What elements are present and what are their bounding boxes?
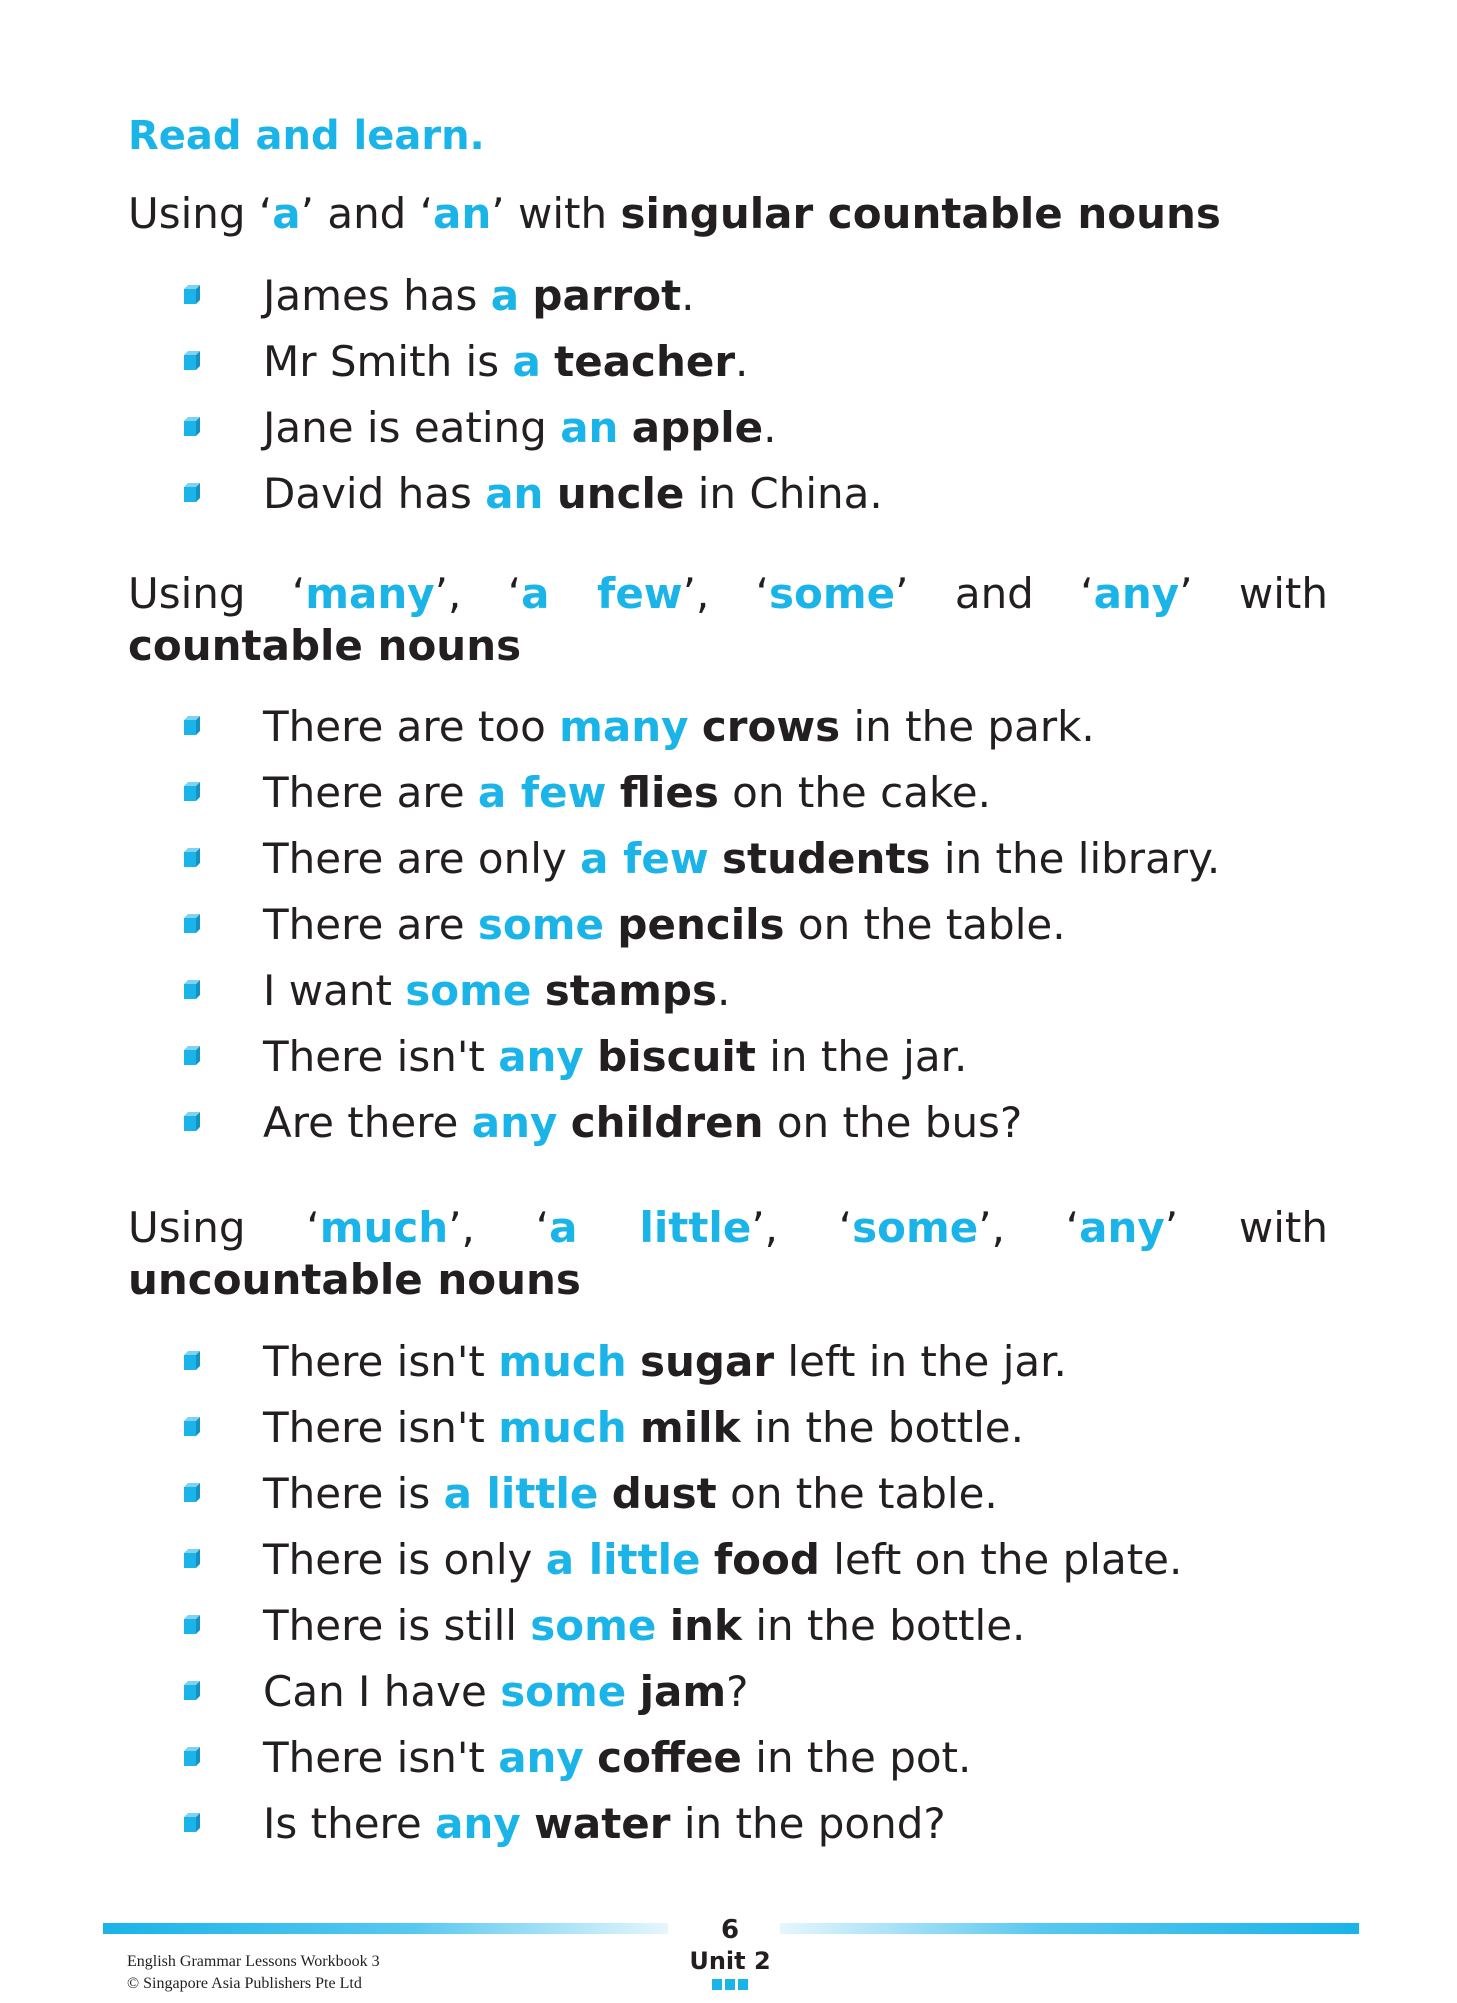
- quantifier-text: a: [512, 336, 541, 386]
- quantifier-text: some: [852, 1203, 979, 1252]
- sentence-text: I want: [263, 965, 406, 1015]
- sentence-text: Can I have: [263, 1666, 501, 1716]
- sentence-text: Mr Smith is: [263, 336, 513, 386]
- example-text: [263, 469, 883, 518]
- quantifier-text: a: [272, 189, 301, 238]
- noun-text: uncountable nouns: [128, 1255, 581, 1304]
- quantifier-text: any: [498, 1031, 584, 1081]
- example-text: [263, 403, 777, 452]
- quantifier-text: much: [319, 1203, 449, 1252]
- sentence-text: .: [681, 270, 695, 320]
- quantifier-text: an: [560, 402, 619, 452]
- quantifier-text: a little: [549, 1203, 752, 1252]
- quantifier-text: an: [433, 189, 492, 238]
- cube-bullet-icon: [180, 781, 202, 803]
- sentence-text: [618, 403, 631, 452]
- sentence-text: [656, 1601, 669, 1650]
- noun-text: ink: [669, 1600, 742, 1650]
- sentence-text: [701, 1535, 714, 1584]
- sentence-text: [598, 1469, 611, 1518]
- noun-text: countable nouns: [128, 621, 522, 670]
- sentence-text: [627, 1403, 640, 1452]
- noun-text: students: [722, 833, 931, 883]
- sentence-text: [689, 702, 702, 751]
- sentence-text: ’ with: [491, 189, 621, 238]
- example-text: [263, 1098, 1022, 1147]
- cube-bullet-icon: [180, 913, 202, 935]
- noun-text: water: [534, 1798, 671, 1848]
- example-text: [263, 1337, 1067, 1386]
- quantifier-text: a: [490, 270, 520, 320]
- noun-text: stamps: [544, 965, 717, 1015]
- sentence-text: [709, 834, 722, 883]
- quantifier-text: some: [477, 899, 605, 949]
- sentence-text: on the bus?: [763, 1097, 1023, 1147]
- example-text: [263, 900, 1066, 949]
- sentence-text: There are too: [263, 701, 560, 751]
- example-text: [263, 966, 730, 1015]
- sentence-text: in the pot.: [741, 1732, 972, 1782]
- example-text: [263, 1032, 967, 1081]
- sentence-text: [626, 1667, 639, 1716]
- noun-text: singular countable nouns: [620, 189, 1221, 238]
- sentence-text: in the bottle.: [741, 1600, 1026, 1650]
- sentence-text: in the jar.: [755, 1031, 968, 1081]
- quantifier-text: much: [498, 1336, 627, 1386]
- example-text: [263, 1601, 1025, 1650]
- quantifier-text: a few: [580, 833, 709, 883]
- page-title: Read and learn.: [128, 113, 485, 159]
- sentence-text: There is still: [263, 1600, 531, 1650]
- cube-bullet-icon: [180, 1111, 202, 1133]
- sentence-text: [543, 469, 556, 518]
- noun-text: flies: [619, 767, 719, 817]
- noun-text: teacher: [554, 336, 736, 386]
- sentence-text: [541, 337, 554, 386]
- cube-bullet-icon: [180, 1045, 202, 1067]
- sentence-text: ’ with: [1179, 569, 1328, 618]
- sentence-text: There isn't: [263, 1336, 499, 1386]
- sentence-text: [531, 966, 544, 1015]
- cube-bullet-icon: [180, 1548, 202, 1570]
- example-text: [263, 834, 1220, 883]
- section-heading-articles: [128, 188, 1328, 240]
- sentence-text: Are there: [263, 1097, 472, 1147]
- sentence-text: There are: [263, 767, 478, 817]
- noun-text: children: [570, 1097, 764, 1147]
- sentence-text: Is there: [263, 1798, 436, 1848]
- sentence-text: Using ‘: [128, 569, 306, 618]
- cube-bullet-icon: [180, 350, 202, 372]
- noun-text: dust: [611, 1468, 717, 1518]
- example-text: [263, 337, 748, 386]
- cube-bullet-icon: [180, 715, 202, 737]
- sentence-text: Using ‘: [128, 189, 273, 238]
- sentence-text: ’ and ‘: [895, 569, 1094, 618]
- example-text: [263, 1667, 748, 1716]
- unit-marker-icon: [712, 1979, 748, 1990]
- quantifier-text: any: [498, 1732, 584, 1782]
- sentence-text: in the bottle.: [740, 1402, 1024, 1452]
- noun-text: jam: [639, 1666, 727, 1716]
- example-text: [263, 702, 1095, 751]
- noun-text: biscuit: [597, 1031, 756, 1081]
- quantifier-text: some: [769, 569, 896, 618]
- footer-rule-right: [780, 1923, 1359, 1934]
- sentence-text: on the cake.: [718, 767, 991, 817]
- example-text: [263, 1535, 1182, 1584]
- example-text: [263, 1799, 946, 1848]
- sentence-text: Using ‘: [128, 1203, 320, 1252]
- example-text: [263, 1733, 971, 1782]
- footer-rule-left: [103, 1923, 668, 1934]
- sentence-text: [606, 768, 619, 817]
- section-heading-uncountable: [128, 1202, 1328, 1306]
- cube-bullet-icon: [180, 1614, 202, 1636]
- sentence-text: ’ and ‘: [300, 189, 434, 238]
- quantifier-text: many: [559, 701, 689, 751]
- example-text: [263, 768, 991, 817]
- quantifier-text: some: [405, 965, 532, 1015]
- quantifier-text: many: [305, 569, 435, 618]
- sentence-text: on the table.: [784, 899, 1066, 949]
- noun-text: crows: [701, 701, 841, 751]
- sentence-text: [521, 1799, 534, 1848]
- sentence-text: .: [763, 402, 777, 452]
- sentence-text: There are only: [263, 833, 581, 883]
- sentence-text: [627, 1337, 640, 1386]
- cube-bullet-icon: [180, 482, 202, 504]
- sentence-text: in the park.: [840, 701, 1095, 751]
- sentence-text: .: [716, 965, 731, 1015]
- sentence-text: in the pond?: [670, 1798, 946, 1848]
- sentence-text: [557, 1098, 570, 1147]
- sentence-text: in the library.: [930, 833, 1221, 883]
- noun-text: food: [713, 1534, 820, 1584]
- cube-bullet-icon: [180, 416, 202, 438]
- sentence-text: ’ with: [1164, 1203, 1329, 1252]
- footer-credits: [127, 1951, 380, 1995]
- sentence-text: [519, 271, 532, 320]
- quantifier-text: some: [530, 1600, 657, 1650]
- sentence-text: ’, ‘: [682, 569, 770, 618]
- quantifier-text: any: [471, 1097, 558, 1147]
- example-text: [263, 1469, 998, 1518]
- quantifier-text: much: [498, 1402, 627, 1452]
- sentence-text: David has: [263, 468, 486, 518]
- sentence-text: James has: [263, 270, 491, 320]
- quantifier-text: any: [1093, 569, 1180, 618]
- sentence-text: left in the jar.: [774, 1336, 1067, 1386]
- sentence-text: There isn't: [263, 1732, 499, 1782]
- sentence-text: There are: [263, 899, 478, 949]
- noun-text: apple: [631, 402, 764, 452]
- sentence-text: There isn't: [263, 1402, 499, 1452]
- quantifier-text: an: [485, 468, 544, 518]
- section-heading-countable: [128, 568, 1328, 672]
- noun-text: uncle: [556, 468, 685, 518]
- sentence-text: There is only: [263, 1534, 546, 1584]
- cube-bullet-icon: [180, 1416, 202, 1438]
- sentence-text: [604, 900, 617, 949]
- cube-bullet-icon: [180, 847, 202, 869]
- sentence-text: ’, ‘: [978, 1203, 1080, 1252]
- quantifier-text: any: [435, 1798, 521, 1848]
- noun-text: parrot: [532, 270, 682, 320]
- sentence-text: [584, 1733, 597, 1782]
- sentence-text: There isn't: [263, 1031, 499, 1081]
- sentence-text: Jane is eating: [263, 402, 561, 452]
- quantifier-text: a little: [443, 1468, 599, 1518]
- quantifier-text: a few: [521, 569, 683, 618]
- cube-bullet-icon: [180, 1482, 202, 1504]
- cube-bullet-icon: [180, 1680, 202, 1702]
- cube-bullet-icon: [180, 979, 202, 1001]
- noun-text: sugar: [640, 1336, 775, 1386]
- page-number: 6: [720, 1915, 740, 1945]
- book-title: English Grammar Lessons Workbook 3: [127, 1953, 380, 1970]
- sentence-text: .: [735, 336, 749, 386]
- noun-text: milk: [640, 1402, 741, 1452]
- copyright-notice: © Singapore Asia Publishers Pte Ltd: [127, 1975, 362, 1992]
- sentence-text: [584, 1032, 597, 1081]
- noun-text: pencils: [617, 899, 785, 949]
- cube-bullet-icon: [180, 1350, 202, 1372]
- quantifier-text: a little: [545, 1534, 701, 1584]
- example-text: [263, 1403, 1024, 1452]
- quantifier-text: a few: [477, 767, 607, 817]
- sentence-text: There is: [263, 1468, 444, 1518]
- sentence-text: on the table.: [716, 1468, 998, 1518]
- sentence-text: ’, ‘: [434, 569, 522, 618]
- cube-bullet-icon: [180, 284, 202, 306]
- sentence-text: ’, ‘: [751, 1203, 853, 1252]
- cube-bullet-icon: [180, 1812, 202, 1834]
- sentence-text: left on the plate.: [819, 1534, 1183, 1584]
- noun-text: coffee: [597, 1732, 742, 1782]
- sentence-text: ’, ‘: [448, 1203, 550, 1252]
- quantifier-text: some: [500, 1666, 627, 1716]
- unit-label: Unit 2: [689, 1947, 771, 1975]
- quantifier-text: any: [1079, 1203, 1165, 1252]
- cube-bullet-icon: [180, 1746, 202, 1768]
- sentence-text: in China.: [684, 468, 883, 518]
- sentence-text: ?: [726, 1666, 749, 1716]
- example-text: [263, 271, 695, 320]
